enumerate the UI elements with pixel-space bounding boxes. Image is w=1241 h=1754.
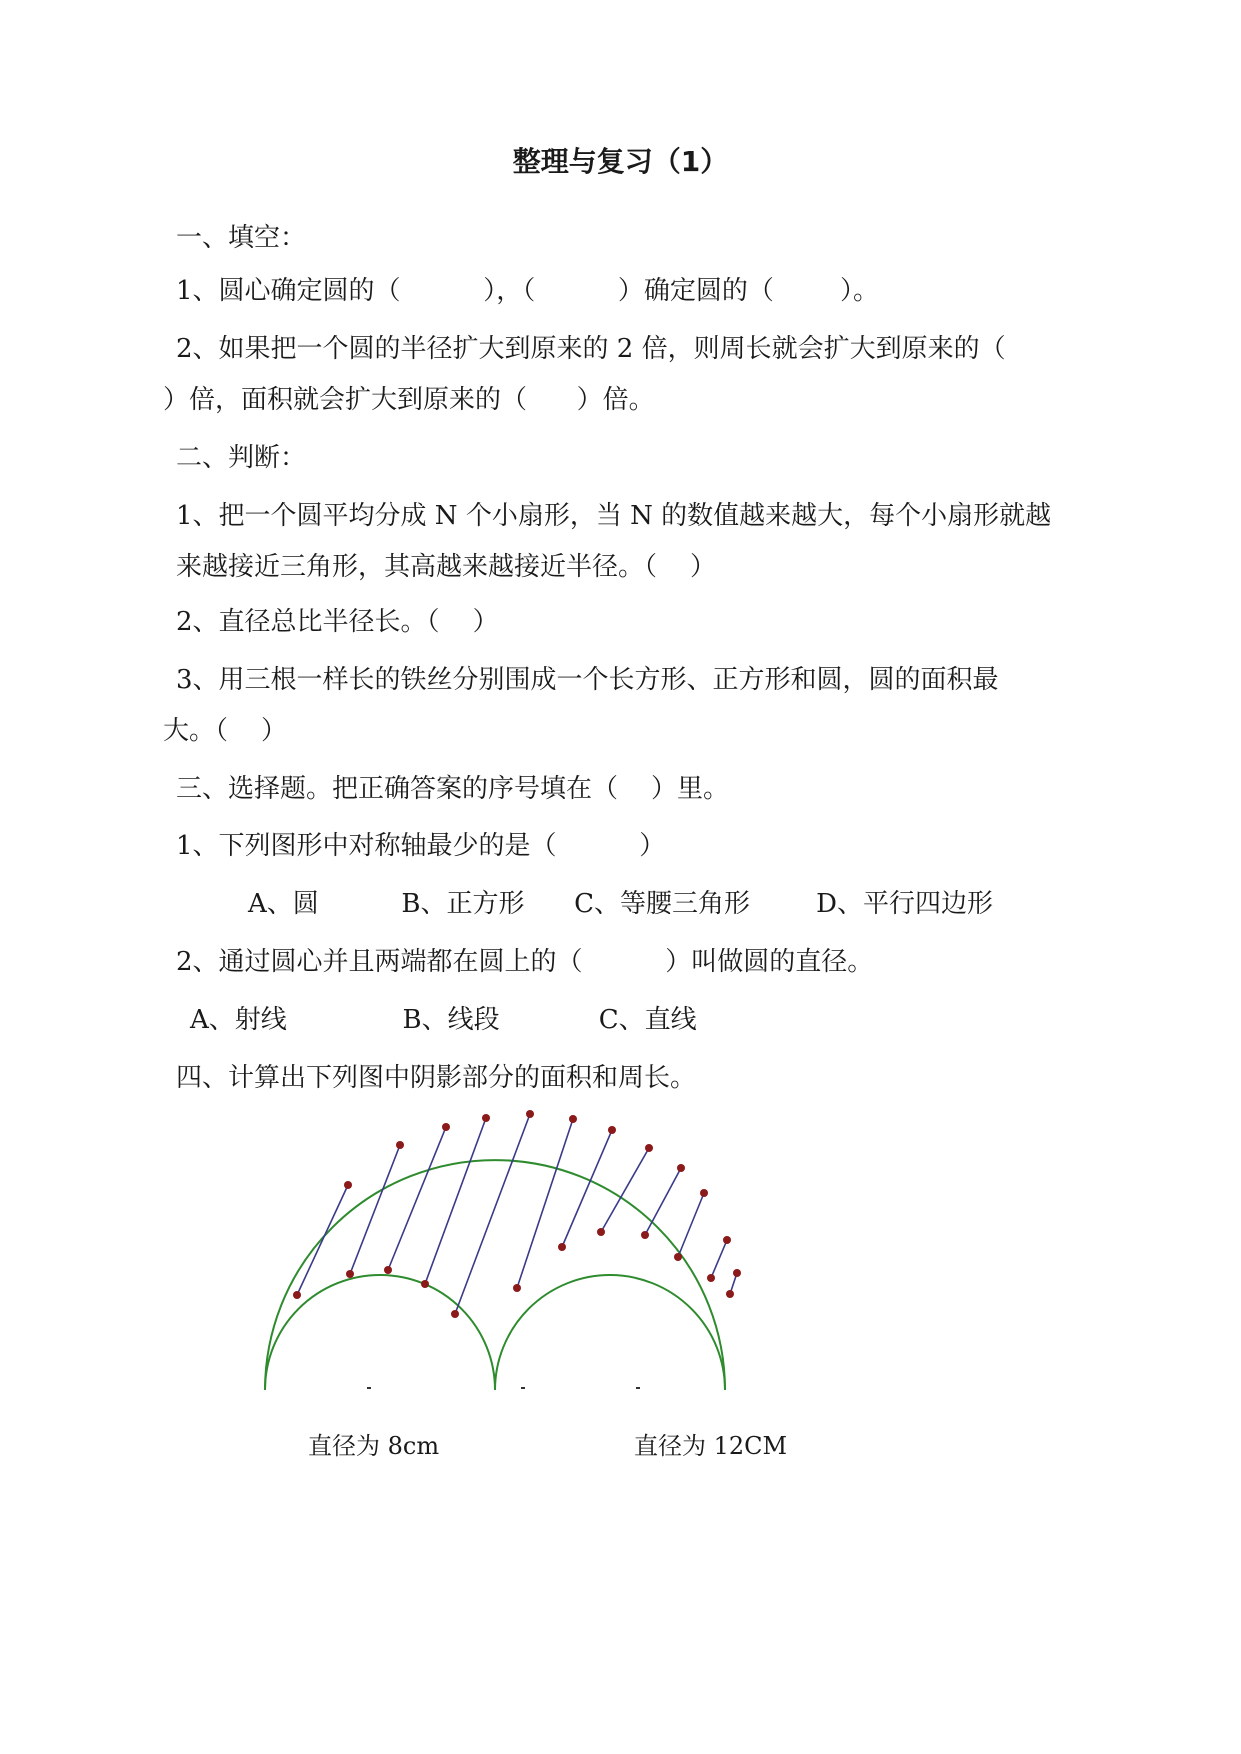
outer-semicircle-arc — [265, 1160, 725, 1390]
page-title: 整理与复习（1） — [512, 145, 729, 178]
arc-point — [451, 1310, 459, 1318]
arc-point — [707, 1274, 715, 1282]
hatch-line — [297, 1185, 348, 1295]
hatch-line — [645, 1168, 681, 1235]
hatch-line — [350, 1145, 400, 1274]
arc-point — [513, 1284, 521, 1292]
arc-point — [641, 1231, 649, 1239]
shaded-region-figure — [240, 1105, 810, 1405]
arc-point — [396, 1141, 404, 1149]
arc-point — [384, 1266, 392, 1274]
arc-point — [482, 1114, 490, 1122]
section-3-heading: 三、选择题。把正确答案的序号填在（ ）里。 — [176, 774, 730, 804]
question-2-1-line-1: 1、把一个圆平均分成 N 个小扇形，当 N 的数值越来越大，每个小扇形就越 — [176, 501, 1052, 531]
hatch-line — [678, 1193, 704, 1257]
question-2-2: 2、直径总比半径长。（ ） — [176, 607, 499, 637]
arc-point — [421, 1280, 429, 1288]
question-1-2-line-2: ）倍，面积就会扩大到原来的（ ）倍。 — [163, 385, 655, 415]
question-1-2-line-1: 2、如果把一个圆的半径扩大到原来的 2 倍，则周长就会扩大到原来的（ — [176, 334, 1006, 364]
section-2-heading: 二、判断： — [176, 443, 307, 473]
arc-point — [645, 1144, 653, 1152]
arc-point — [726, 1290, 734, 1298]
arc-points — [293, 1110, 741, 1318]
caption-left: 直径为 8cm — [308, 1432, 440, 1460]
section-1-heading: 一、填空： — [176, 223, 307, 253]
arc-point — [346, 1270, 354, 1278]
question-2-3-line-2: 大。（ ） — [163, 716, 288, 746]
arc-point — [733, 1269, 741, 1277]
arc-point — [597, 1228, 605, 1236]
arc-point — [569, 1115, 577, 1123]
arc-point — [674, 1253, 682, 1261]
question-3-2-options: A、射线 B、线段 C、直线 — [190, 1005, 697, 1035]
arc-point — [293, 1291, 301, 1299]
question-3-1: 1、下列图形中对称轴最少的是（ ） — [176, 831, 666, 861]
arc-point — [700, 1189, 708, 1197]
caption-right: 直径为 12CM — [634, 1432, 788, 1460]
question-2-3-line-1: 3、用三根一样长的铁丝分别围成一个长方形、正方形和圆，圆的面积最 — [176, 665, 999, 695]
hatch-line — [711, 1240, 727, 1278]
arc-point — [526, 1110, 534, 1118]
arc-point — [723, 1236, 731, 1244]
question-3-2: 2、通过圆心并且两端都在圆上的（ ）叫做圆的直径。 — [176, 947, 874, 977]
arc-point — [608, 1126, 616, 1134]
question-3-1-options: A、圆 B、正方形 C、等腰三角形 D、平行四边形 — [248, 889, 993, 919]
hatch-line — [517, 1119, 573, 1288]
question-1-1: 1、圆心确定圆的（ ），（ ）确定圆的（ ）。 — [176, 276, 879, 306]
arc-point — [677, 1164, 685, 1172]
right-inner-semicircle-arc — [495, 1275, 725, 1390]
arc-point — [344, 1181, 352, 1189]
question-2-1-line-2: 来越接近三角形，其高越来越接近半径。（ ） — [176, 552, 717, 582]
arc-point — [558, 1243, 566, 1251]
section-4-heading: 四、计算出下列图中阴影部分的面积和周长。 — [176, 1063, 697, 1093]
arc-point — [442, 1123, 450, 1131]
hatch-line — [425, 1118, 486, 1284]
